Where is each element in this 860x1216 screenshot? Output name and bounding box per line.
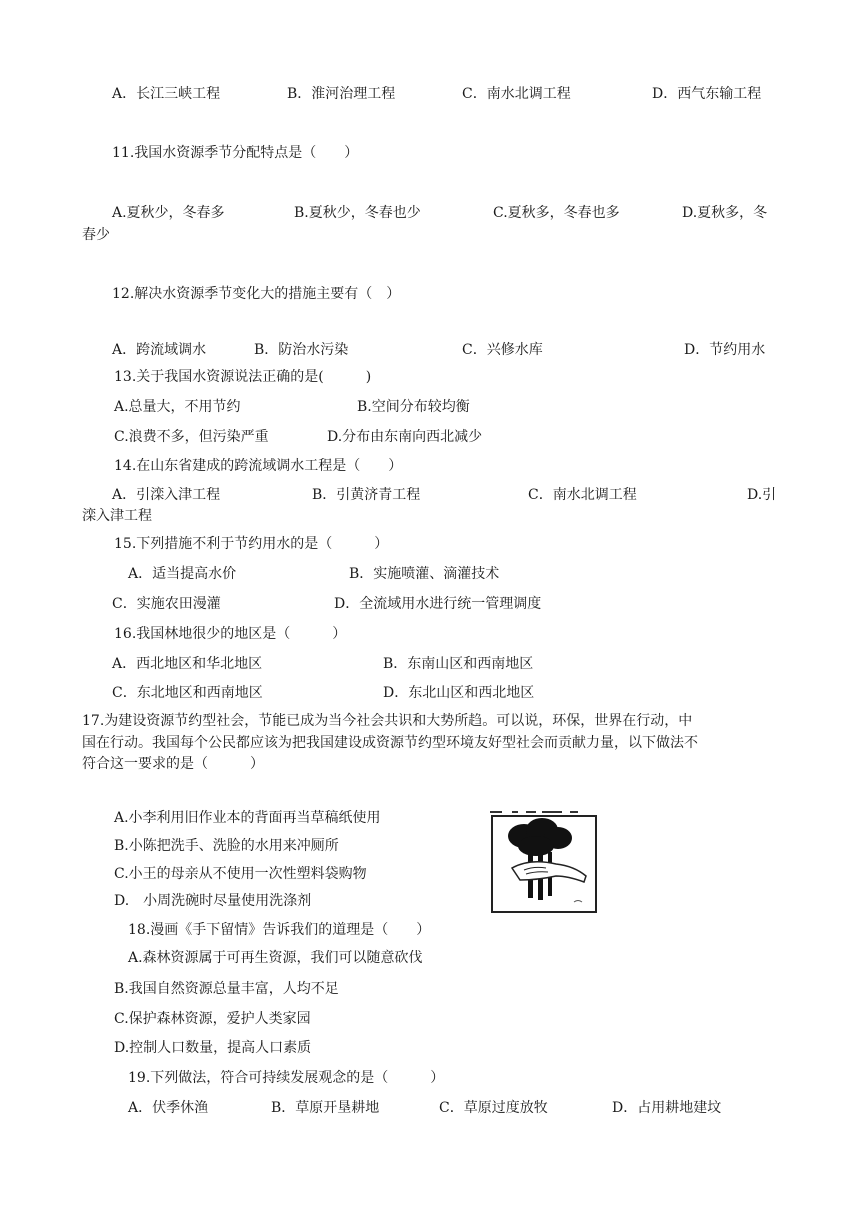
q11-option-d: D.夏秋多，冬 [682, 205, 768, 221]
q15-option-b: B．实施喷灌、滴灌技术 [349, 566, 500, 582]
q17-option-b: B.小陈把洗手、洗脸的水用来冲厕所 [114, 838, 339, 854]
q14-stem: 14.在山东省建成的跨流域调水工程是（ ） [114, 458, 403, 474]
cartoon-hand-tree-image [490, 810, 598, 914]
q12-option-c: C．兴修水库 [462, 342, 543, 358]
q16-option-b: B．东南山区和西南地区 [383, 656, 534, 672]
q18-option-a: A.森林资源属于可再生资源，我们可以随意砍伐 [128, 950, 423, 966]
q15-option-a: A．适当提高水价 [128, 566, 237, 582]
q11-stem: 11.我国水资源季节分配特点是（ ） [112, 145, 359, 161]
q11-option-a: A.夏秋少，冬春多 [112, 205, 225, 221]
q19-option-c: C．草原过度放牧 [439, 1100, 548, 1116]
q14-option-d-wrap: 滦入津工程 [82, 508, 152, 524]
q18-stem: 18.漫画《手下留情》告诉我们的道理是（ ） [128, 922, 431, 938]
q18-option-b: B.我国自然资源总量丰富，人均不足 [114, 981, 339, 997]
q10-option-c: C．南水北调工程 [462, 86, 571, 102]
q15-stem: 15.下列措施不利于节约用水的是（ ） [114, 536, 389, 552]
q10-option-d: D．西气东输工程 [652, 86, 762, 102]
q17-option-d: D. 小周洗碗时尽量使用洗涤剂 [114, 893, 312, 909]
q13-option-b: B.空间分布较均衡 [357, 399, 470, 415]
q11-option-d-wrap: 春少 [82, 227, 110, 243]
q13-option-a: A.总量大，不用节约 [114, 399, 241, 415]
q17-option-a: A.小李利用旧作业本的背面再当草稿纸使用 [114, 810, 381, 826]
q19-stem: 19.下列做法，符合可持续发展观念的是（ ） [128, 1070, 445, 1086]
q19-option-b: B．草原开垦耕地 [271, 1100, 380, 1116]
q10-option-a: A．长江三峡工程 [112, 86, 221, 102]
q15-option-d: D．全流域用水进行统一管理调度 [334, 596, 542, 612]
q17-option-c: C.小王的母亲从不使用一次性塑料袋购物 [114, 866, 367, 882]
q11-option-c: C.夏秋多，冬春也多 [493, 205, 620, 221]
q12-option-b: B．防治水污染 [254, 342, 349, 358]
q10-option-b: B．淮河治理工程 [287, 86, 396, 102]
q14-option-a: A．引滦入津工程 [112, 487, 221, 503]
q16-option-c: C．东北地区和西南地区 [112, 685, 263, 701]
q14-option-c: C．南水北调工程 [528, 487, 637, 503]
q18-option-d: D.控制人口数量，提高人口素质 [114, 1040, 312, 1056]
q12-option-d: D．节约用水 [684, 342, 766, 358]
q11-option-b: B.夏秋少，冬春也少 [294, 205, 421, 221]
q13-stem: 13.关于我国水资源说法正确的是( ) [114, 369, 372, 385]
q16-option-a: A．西北地区和华北地区 [112, 656, 263, 672]
q14-option-b: B．引黄济青工程 [312, 487, 421, 503]
q14-option-d: D.引 [747, 487, 777, 503]
q19-option-d: D．占用耕地建坟 [612, 1100, 722, 1116]
q17-stem-line-3: 符合这一要求的是（ ） [82, 756, 264, 772]
q17-stem-line-1: 17.为建设资源节约型社会，节能已成为当今社会共识和大势所趋。可以说，环保，世界在行动，中 [82, 713, 693, 729]
q12-stem: 12.解决水资源季节变化大的措施主要有（ ） [112, 286, 401, 302]
q13-option-d: D.分布由东南向西北减少 [327, 429, 483, 445]
q18-option-c: C.保护森林资源，爱护人类家园 [114, 1011, 311, 1027]
q15-option-c: C．实施农田漫灌 [112, 596, 221, 612]
q19-option-a: A．伏季休渔 [128, 1100, 209, 1116]
q12-option-a: A．跨流域调水 [112, 342, 207, 358]
q17-stem-line-2: 国在行动。我国每个公民都应该为把我国建设成资源节约型环境友好型社会而贡献力量，以下做法不 [82, 735, 698, 751]
q13-option-c: C.浪费不多，但污染严重 [114, 429, 269, 445]
q16-option-d: D．东北山区和西北地区 [383, 685, 535, 701]
q16-stem: 16.我国林地很少的地区是（ ） [114, 626, 347, 642]
